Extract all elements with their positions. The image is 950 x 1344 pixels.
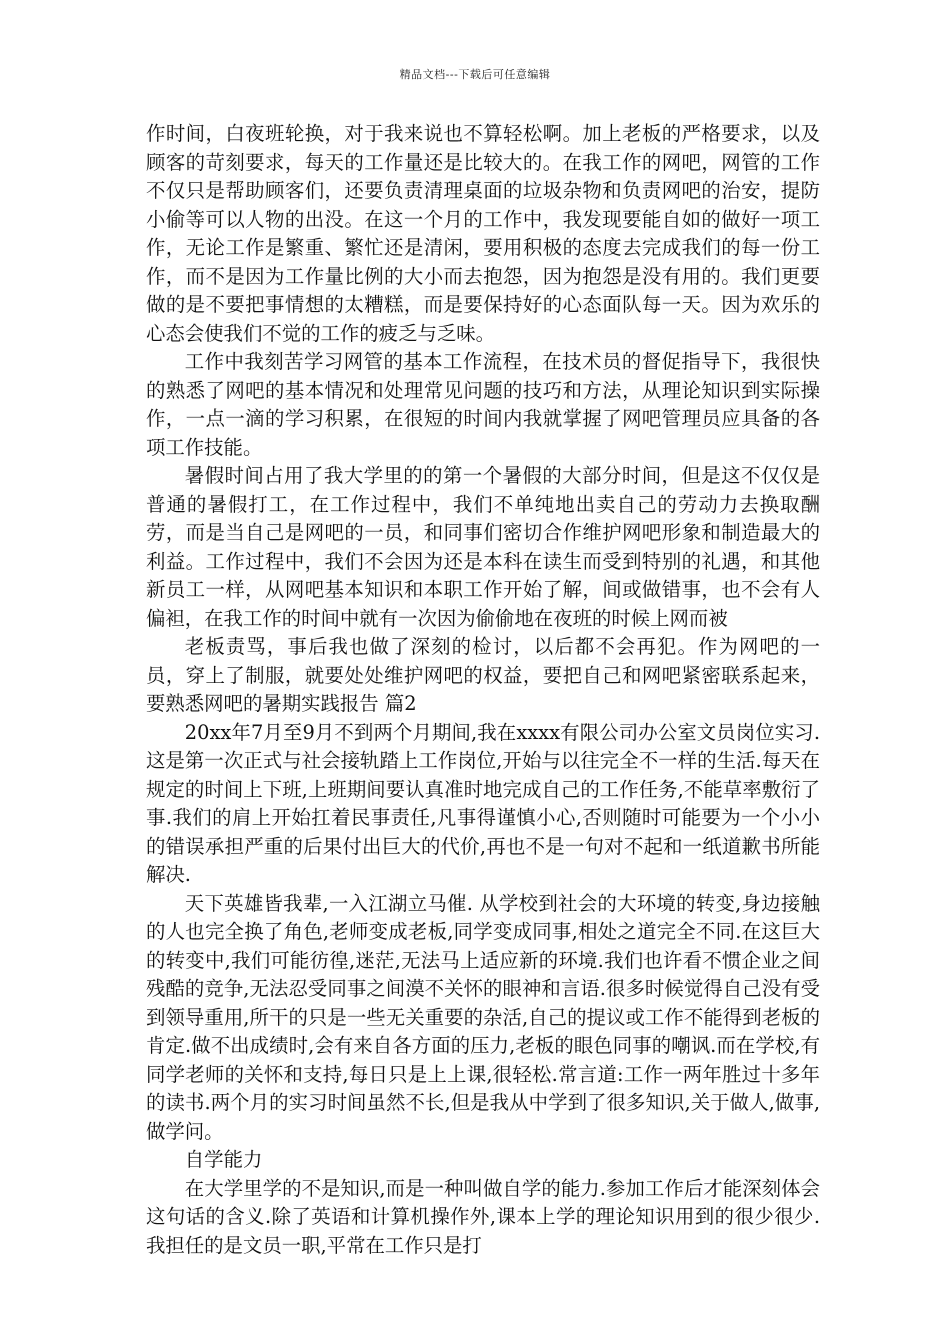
paragraph-4: 老板责骂，事后我也做了深刻的检讨，以后都不会再犯。作为网吧的一员，穿上了制服，就要处处维护网吧的权益，要把自己和网吧紧密联系起来，要熟悉网吧的暑期实践报告 篇2 xyxy=(146,635,820,715)
paragraph-3: 暑假时间占用了我大学里的的第一个暑假的大部分时间，但是这不仅仅是普通的暑假打工，在工作过程中，我们不单纯地出卖自己的劳动力去换取酬劳，而是当自己是网吧的一员，和同事们密切合作维护网吧形象和制造最大的利益。工作过程中，我们不会因为还是本科在读生而受到特别的礼遇，和其他新员工一样，从网吧基本知识和本职工作开始了解，间或做错事，也不会有人偏袒，在我工作的时间中就有一次因为偷偷地在夜班的时候上网而被 xyxy=(146,464,820,630)
paragraph-2: 工作中我刻苦学习网管的基本工作流程，在技术员的督促指导下，我很快的熟悉了网吧的基本情况和处理常见问题的技巧和方法，从理论知识到实际操作，一点一滴的学习积累，在很短的时间内我就掌握了网吧管理员应具备的各项工作技能。 xyxy=(146,350,820,459)
section-heading: 自学能力 xyxy=(184,1148,263,1171)
document-body xyxy=(146,120,820,1260)
paragraph-7: 在大学里学的不是知识,而是一种叫做自学的能力.参加工作后才能深刻体会这句话的含义.除了英语和计算机操作外,课本上学的理论知识用到的很少很少.我担任的是文员一职,平常在工作只是打 xyxy=(146,1176,820,1257)
paragraph-1: 作时间，白夜班轮换，对于我来说也不算轻松啊。加上老板的严格要求，以及顾客的苛刻要求，每天的工作量还是比较大的。在我工作的网吧，网管的工作不仅只是帮助顾客们，还要负责清理桌面的垃圾杂物和负责网吧的治安，提防小偷等可以人物的出没。在这一个月的工作中，我发现要能自如的做好一项工作，无论工作是繁重、繁忙还是清闲，要用积极的态度去完成我们的每一份工作，而不是因为工作量比例的大小而去抱怨，因为抱怨是没有用的。我们更要做的是不要把事情想的太糟糕，而是要保持好的心态面队每一天。因为欢乐的心态会使我们不觉的工作的疲乏与乏味。 xyxy=(146,122,820,345)
page-header: 精品文档---下载后可任意编辑 xyxy=(399,68,551,81)
paragraph-5: 20xx年7月至9月不到两个月期间,我在xxxx有限公司办公室文员岗位实习.这是第一次正式与社会接轨踏上工作岗位,开始与以往完全不一样的生活.每天在规定的时间上下班,上班期间要认真准时地完成自己的工作任务,不能草率敷衍了事.我们的肩上开始扛着民事责任,凡事得谨慎小心,否则随时可能要为一个小小的错误承担严重的后果付出巨大的代价,再也不是一句对不起和一纸道歉书所能解决. xyxy=(146,720,820,886)
paragraph-6: 天下英雄皆我辈,一入江湖立马催. 从学校到社会的大环境的转变,身边接触的人也完全换了角色,老师变成老板,同学变成同事,相处之道完全不同.在这巨大的转变中,我们可能彷徨,迷茫,无法马上适应新的环境.我们也许看不惯企业之间残酷的竞争,无法忍受同事之间漠不关怀的眼神和言语.很多时候觉得自己没有受到领导重用,所干的只是一些无关重要的杂活,自己的提议或工作不能得到老板的肯定.做不出成绩时,会有来自各方面的压力,老板的眼色同事的嘲讽.而在学校,有同学老师的关怀和支持,每日只是上上课,很轻松.常言道:工作一两年胜过十多年的读书.两个月的实习时间虽然不长,但是我从中学到了很多知识,关于做人,做事,做学问。 xyxy=(146,891,820,1143)
